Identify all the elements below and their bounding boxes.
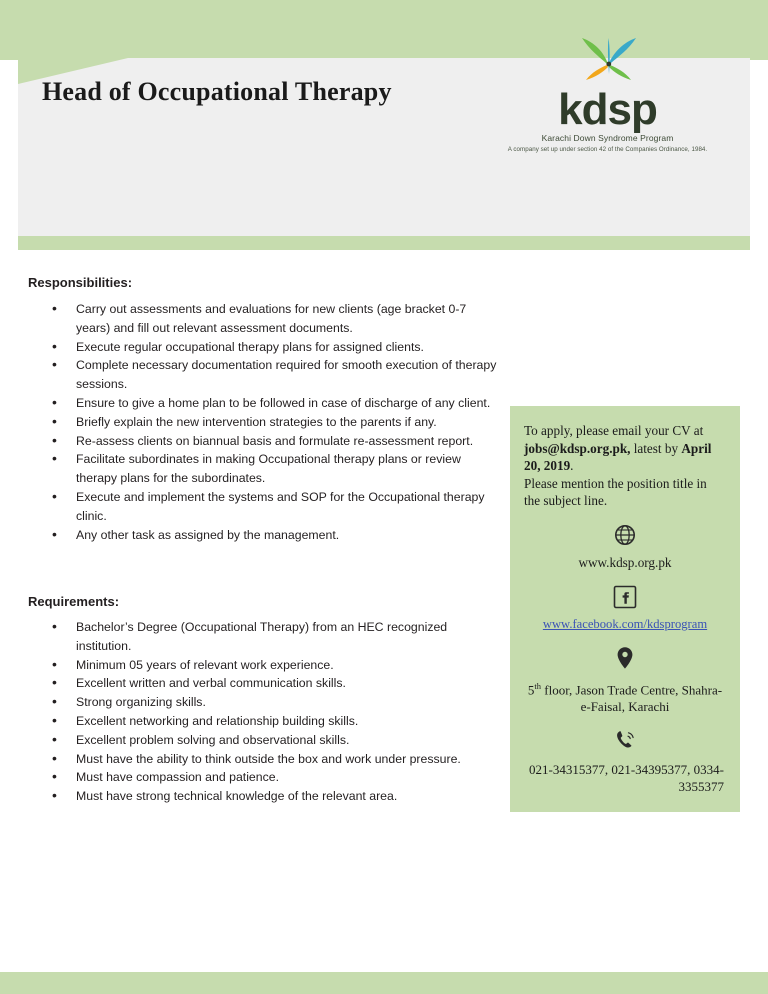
website-text[interactable]: www.kdsp.org.pk <box>578 554 672 570</box>
list-item: • Must have the ability to think outside the box and work under pressure. <box>52 750 498 769</box>
list-item: • Must have compassion and patience. <box>52 768 498 787</box>
apply-after-email: latest by <box>630 440 682 456</box>
list-item: • Facilitate subordinates in making Occupational therapy plans or review therapy plans for the subordinates. <box>52 450 498 488</box>
kdsp-butterfly-icon <box>564 30 652 88</box>
address-street: floor, Jason Trade Centre, Shahra- <box>541 681 723 697</box>
facebook-link[interactable]: www.facebook.com/kdsprogram <box>542 616 708 631</box>
logo-subtitle: Karachi Down Syndrome Program <box>541 133 674 143</box>
facebook-row <box>524 585 726 632</box>
list-item: • Must have strong technical knowledge of the relevant area. <box>52 787 498 806</box>
list-item: • Minimum 05 years of relevant work experience. <box>52 656 498 675</box>
list-item: • Excellent written and verbal communication skills. <box>52 674 498 693</box>
website-row <box>524 524 726 571</box>
facebook-icon <box>613 585 637 609</box>
apply-instructions <box>524 422 726 510</box>
list-item: • Execute regular occupational therapy plans for assigned clients. <box>52 338 498 357</box>
bottom-green-band-inner <box>18 978 750 988</box>
apply-note: Please mention the position title in the subject line. <box>524 475 707 508</box>
requirements-heading: Requirements: <box>28 594 120 609</box>
header-bottom-green-strip <box>18 236 750 250</box>
list-item: • Strong organizing skills. <box>52 693 498 712</box>
list-item: • Carry out assessments and evaluations for new clients (age bracket 0-7 years) and fill out relevant assessment documents. <box>52 300 498 338</box>
list-item: • Complete necessary documentation required for smooth execution of therapy sessions. <box>52 356 498 394</box>
apply-deadline: April 20, 2019 <box>524 440 712 473</box>
list-item: • Execute and implement the systems and SOP for the Occupational therapy clinic. <box>52 488 498 526</box>
list-item: • Bachelor’s Degree (Occupational Therapy) from an HEC recognized institution. <box>52 618 498 656</box>
requirements-list <box>28 618 498 806</box>
apply-info-box <box>510 406 740 812</box>
kdsp-logo <box>505 30 710 160</box>
address-line-2: e-Faisal, Karachi <box>580 698 670 714</box>
phone-line-1: 021-34315377, 021-34395377, 0334- <box>529 761 724 777</box>
address-floor-number: 5 <box>527 681 535 697</box>
address-row <box>524 646 726 715</box>
apply-period: . <box>570 458 574 473</box>
responsibilities-list <box>28 300 498 544</box>
globe-icon <box>614 524 636 546</box>
list-item: • Briefly explain the new intervention strategies to the parents if any. <box>52 413 498 432</box>
list-item: • Ensure to give a home plan to be followed in case of discharge of any client. <box>52 394 498 413</box>
logo-legal-note: A company set up under section 42 of the Companies Ordinance, 1984. <box>507 146 708 153</box>
address-floor-suffix: th <box>534 680 542 691</box>
list-item: • Excellent networking and relationship building skills. <box>52 712 498 731</box>
apply-line-1: To apply, please email your CV at <box>524 423 704 438</box>
phone-row <box>524 729 726 795</box>
address-line-1 <box>524 678 726 698</box>
apply-email: jobs@kdsp.org.pk, <box>524 440 631 456</box>
page-title: Head of Occupational Therapy <box>42 77 392 106</box>
logo-wordmark: kdsp <box>558 85 657 134</box>
location-pin-icon <box>615 646 635 670</box>
phone-line-2: 3355377 <box>678 778 724 794</box>
phone-icon <box>614 729 636 753</box>
list-item: • Re-assess clients on biannual basis and formulate re-assessment report. <box>52 432 498 451</box>
responsibilities-heading: Responsibilities: <box>28 275 133 290</box>
list-item: • Any other task as assigned by the management. <box>52 526 498 545</box>
list-item: • Excellent problem solving and observational skills. <box>52 731 498 750</box>
